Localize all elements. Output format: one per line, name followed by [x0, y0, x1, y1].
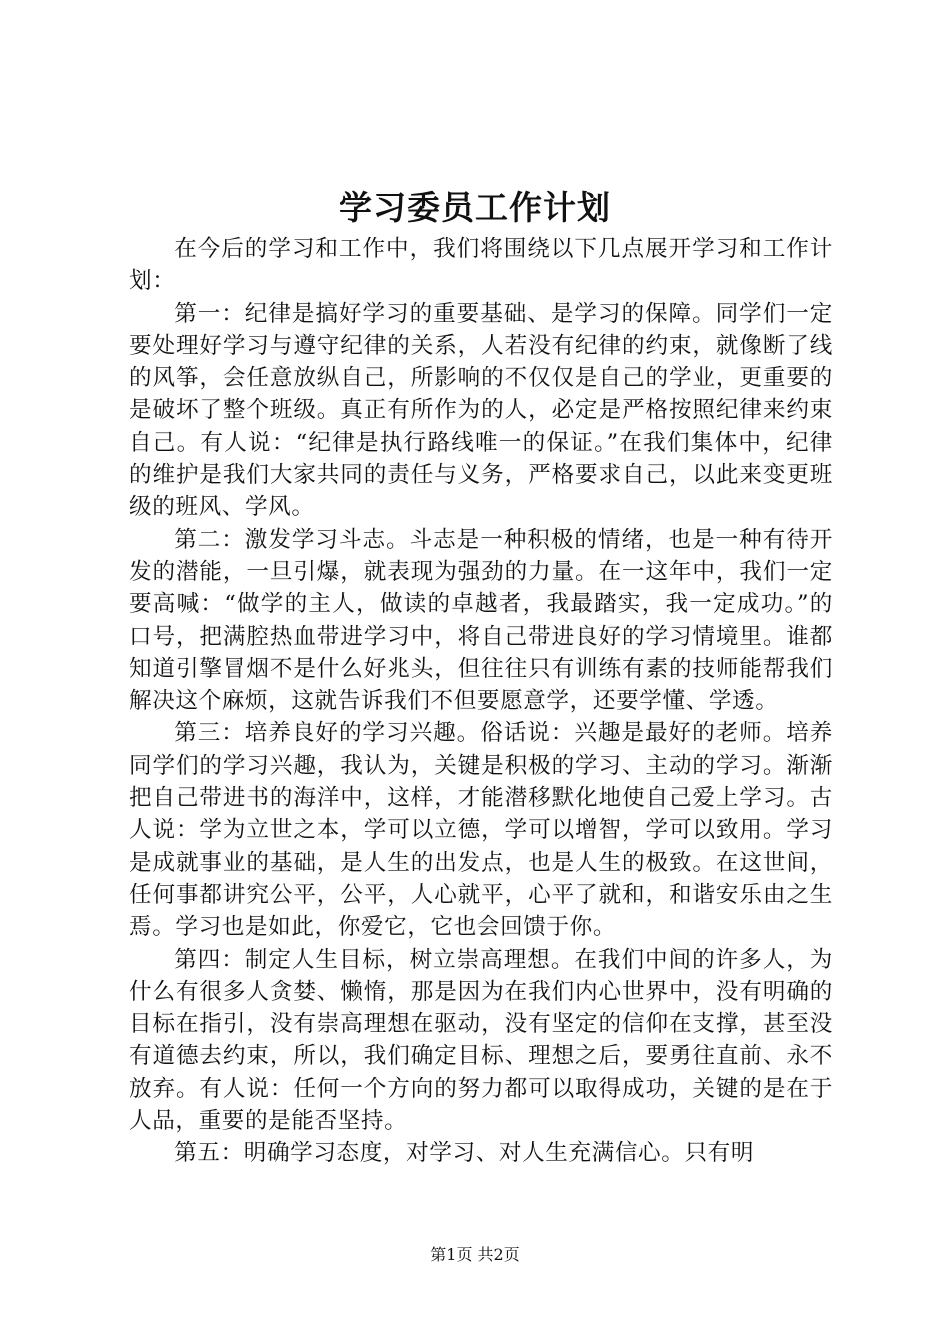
- paragraph-third: 第三：培养良好的学习兴趣。俗话说：兴趣是最好的老师。培养同学们的学习兴趣，我认为，关键是积极的学习、主动的学习。渐渐把自己带进书的海洋中，这样，才能潜移默化地使自己爱上学习。古人说：学为立世之本，学可以立德，学可以增智，学可以致用。学习是成就事业的基础，是人生的出发点，也是人生的极致。在这世间，任何事都讲究公平，公平，人心就平，心平了就和，和谐安乐由之生焉。学习也是如此，你爱它，它也会回馈于你。: [129, 720, 833, 941]
- paragraph-second: 第二：激发学习斗志。斗志是一种积极的情绪，也是一种有待开发的潜能，一旦引爆，就表现为强劲的力量。在一这年中，我们一定要高喊：“做学的主人，做读的卓越者，我最踏实，我一定成功。”的口号，把满腔热血带进学习中，将自己带进良好的学习情境里。谁都知道引擎冒烟不是什么好兆头，但往往只有训练有素的技师能帮我们解决这个麻烦，这就告诉我们不但要愿意学，还要学懂、学透。: [129, 526, 833, 715]
- document-title: 学习委员工作计划: [339, 188, 611, 227]
- page-number-footer: 第1页 共2页: [430, 1245, 520, 1264]
- paragraph-fifth: 第五：明确学习态度，对学习、对人生充满信心。只有明: [174, 1140, 755, 1167]
- paragraph-intro: 在今后的学习和工作中，我们将围绕以下几点展开学习和工作计划：: [129, 236, 833, 295]
- paragraph-first: 第一：纪律是搞好学习的重要基础、是学习的保障。同学们一定要处理好学习与遵守纪律的关系，人若没有纪律的约束，就像断了线的风筝，会任意放纵自己，所影响的不仅仅是自己的学业，更重要的是破坏了整个班级。真正有所作为的人，必定是严格按照纪律来约束自己。有人说：“纪律是执行路线唯一的保证。”在我们集体中，纪律的维护是我们大家共同的责任与义务，严格要求自己，以此来变更班级的班风、学风。: [129, 300, 833, 521]
- paragraph-fourth: 第四：制定人生目标，树立崇高理想。在我们中间的许多人，为什么有很多人贪婪、懒惰，那是因为在我们内心世界中，没有明确的目标在指引，没有崇高理想在驱动，没有坚定的信仰在支撑，甚至没有道德去约束，所以，我们确定目标、理想之后，要勇往直前、永不放弃。有人说：任何一个方向的努力都可以取得成功，关键的是在于人品，重要的是能否坚持。: [129, 946, 833, 1135]
- document-body: [129, 233, 833, 1170]
